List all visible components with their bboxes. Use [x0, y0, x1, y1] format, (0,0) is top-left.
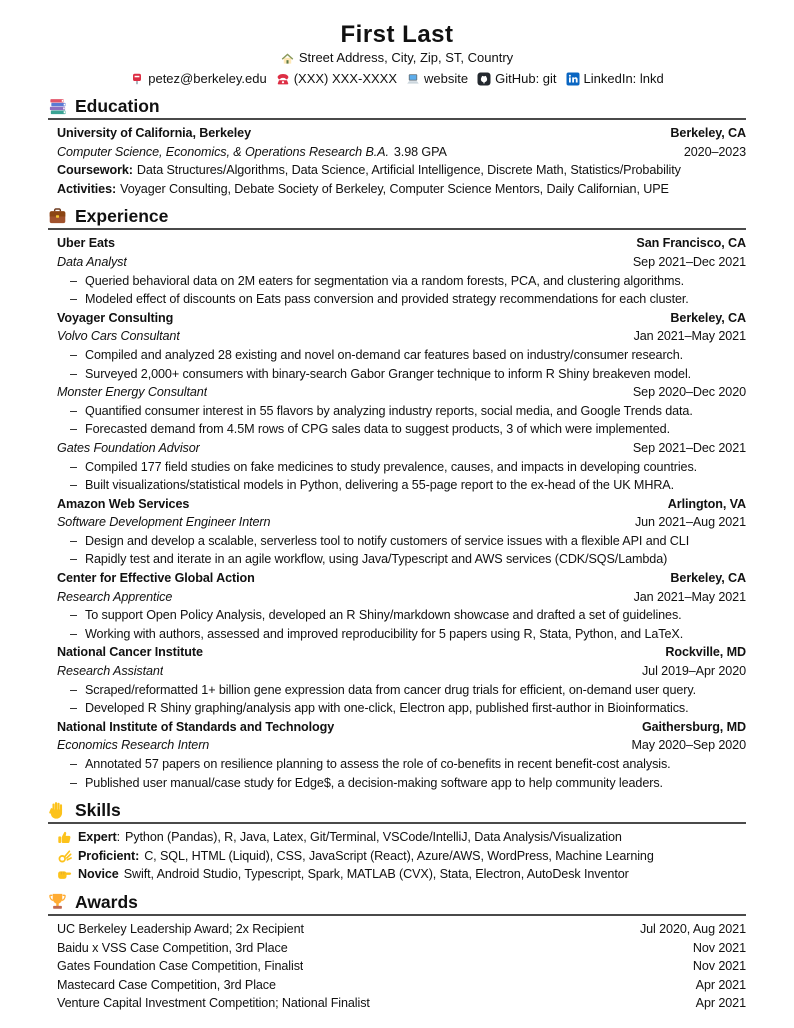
- role-row: [57, 736, 746, 755]
- contact-github[interactable]: [477, 69, 556, 88]
- telephone-icon: [276, 72, 290, 86]
- activities-row: [57, 180, 746, 199]
- company-row: [57, 569, 746, 588]
- bullet-item: – Developed R Shiny graphing/analysis app with one-click, Electron app, published first-author in Bioinformatics.: [57, 699, 746, 718]
- address-line: [48, 49, 746, 67]
- section-header: [48, 205, 746, 227]
- header: [48, 22, 746, 88]
- bullet-item: – Design and develop a scalable, serverless tool to notify customers of service issues with a flexible API and CLI: [57, 532, 746, 551]
- books-icon: [48, 97, 67, 116]
- award-date: Jul 2020, Aug 2021: [639, 921, 746, 936]
- company-row: [57, 643, 746, 662]
- section-title: Skills: [75, 800, 121, 821]
- page-title: First Last: [340, 21, 454, 48]
- company-location: San Francisco, CA: [636, 236, 746, 251]
- award-date: Nov 2021: [692, 940, 746, 955]
- company-name: National Institute of Standards and Technology: [57, 719, 335, 734]
- role-row: [57, 439, 746, 458]
- award-name: Gates Foundation Case Competition, Finalist: [57, 959, 304, 974]
- github-text: GitHub: git: [495, 71, 557, 86]
- github-icon: [477, 72, 491, 86]
- award-name: Venture Capital Investment Competition; National Finalist: [57, 996, 370, 1011]
- role-dates: Jan 2021–May 2021: [633, 329, 746, 344]
- company-location: Gaithersburg, MD: [641, 719, 746, 734]
- company-row: [57, 495, 746, 514]
- contact-website[interactable]: [406, 69, 468, 88]
- coursework-list: Data Structures/Algorithms, Data Science, Artificial Intelligence, Discrete Math, Statistics/Probability: [136, 163, 681, 178]
- coursework-label: Coursework:: [57, 163, 133, 178]
- bullet-item: – Published user manual/case study for Edge$, a decision-making software app to help community leaders.: [57, 774, 746, 793]
- skill-items: C, SQL, HTML (Liquid), CSS, JavaScript (React), Azure/AWS, WordPress, Machine Learning: [144, 848, 654, 863]
- section-header: [48, 95, 746, 117]
- award-date: Nov 2021: [692, 959, 746, 974]
- award-name: UC Berkeley Leadership Award; 2x Recipient: [57, 921, 304, 936]
- skill-level-proficient: [57, 847, 746, 866]
- role-title: Economics Research Intern: [57, 738, 210, 753]
- bullet-item: – Annotated 57 papers on resilience planning to assess the role of co-benefits in recent benefit-cost analysis.: [57, 755, 746, 774]
- section-title: Experience: [75, 206, 169, 227]
- coursework-row: [57, 161, 746, 180]
- bullet-item: – Working with authors, assessed and improved reproducibility for 5 papers using R, Stata, Python, and LaTeX.: [57, 625, 746, 644]
- section-awards: [48, 891, 746, 1013]
- skill-level-expert: [57, 828, 746, 847]
- bullet-item: – Rapidly test and iterate in an agile workflow, using Java/Typescript and AWS services (CDK/SQS/Lambda): [57, 550, 746, 569]
- activities-list: Voyager Consulting, Debate Society of Berkeley, Computer Science Mentors, Daily Californian, UPE: [120, 181, 669, 196]
- mailbox-icon: [130, 72, 144, 86]
- role-row: [57, 662, 746, 681]
- school-name: University of California, Berkeley: [57, 126, 251, 140]
- role-dates: May 2020–Sep 2020: [631, 738, 746, 753]
- section-rule: [48, 822, 746, 824]
- company-name: Center for Effective Global Action: [57, 571, 255, 586]
- skill-level-novice: [57, 865, 746, 884]
- raised-hand-icon: [48, 801, 67, 820]
- award-row: [57, 939, 746, 958]
- role-row: [57, 327, 746, 346]
- role-title: Volvo Cars Consultant: [57, 329, 180, 344]
- role-dates: Jul 2019–Apr 2020: [641, 664, 746, 679]
- experience-entry: [57, 569, 746, 643]
- briefcase-icon: [48, 207, 67, 226]
- activities-label: Activities:: [57, 181, 117, 196]
- section-education: [48, 95, 746, 198]
- bullet-item: – Compiled 177 field studies on fake medicines to study prevalence, causes, and impacts in developing countries.: [57, 458, 746, 477]
- experience-entry: [57, 643, 746, 717]
- company-name: Voyager Consulting: [57, 310, 174, 325]
- section-skills: [48, 799, 746, 884]
- section-title: Awards: [75, 891, 138, 912]
- role-row: [57, 513, 746, 532]
- section-title: Education: [75, 96, 160, 116]
- thumbs-up-icon: [57, 830, 72, 845]
- role-title: Monster Energy Consultant: [57, 385, 208, 400]
- role-dates: Sep 2020–Dec 2020: [632, 385, 746, 400]
- company-row: [57, 309, 746, 328]
- role-title: Research Assistant: [57, 664, 164, 679]
- award-row: [57, 976, 746, 995]
- experience-entry: [57, 718, 746, 792]
- section-header: [48, 799, 746, 821]
- website-text: website: [424, 71, 469, 86]
- bullet-item: – Scraped/reformatted 1+ billion gene expression data from cancer drug trials for efficient, on-demand user query.: [57, 681, 746, 700]
- company-location: Arlington, VA: [667, 496, 746, 511]
- award-date: Apr 2021: [695, 977, 746, 992]
- laptop-icon: [406, 72, 420, 86]
- award-row: [57, 920, 746, 939]
- company-name: Amazon Web Services: [57, 496, 190, 511]
- bullet-item: – To support Open Policy Analysis, developed an R Shiny/markdown showcase and drafted a set of guidelines.: [57, 606, 746, 625]
- phone-text: (XXX) XXX-XXXX: [293, 71, 398, 86]
- contact-email[interactable]: [130, 69, 266, 88]
- contact-phone: [276, 69, 397, 88]
- role-dates: Sep 2021–Dec 2021: [632, 254, 746, 269]
- ok-hand-icon: [57, 849, 72, 864]
- bullet-item: – Quantified consumer interest in 55 flavors by analyzing industry reports, social media, and Google Trends data.: [57, 402, 746, 421]
- experience-entry: [57, 309, 746, 495]
- section-experience: [48, 205, 746, 792]
- role-dates: Sep 2021–Dec 2021: [632, 440, 746, 455]
- section-header: [48, 891, 746, 913]
- role-title: Research Apprentice: [57, 589, 173, 604]
- education-dates: 2020–2023: [683, 144, 746, 159]
- linkedin-text: LinkedIn: lnkd: [583, 71, 664, 86]
- bullet-item: – Queried behavioral data on 2M eaters for segmentation via a random forests, PCA, and clustering algorithms.: [57, 272, 746, 291]
- company-name: National Cancer Institute: [57, 645, 203, 660]
- company-row: [57, 234, 746, 253]
- address-text: Street Address, City, Zip, ST, Country: [298, 50, 514, 65]
- role-dates: Jan 2021–May 2021: [633, 589, 746, 604]
- role-row: [57, 383, 746, 402]
- degree-line: [57, 143, 447, 162]
- experience-entry: [57, 234, 746, 308]
- award-name: Baidu x VSS Case Competition, 3rd Place: [57, 940, 288, 955]
- contact-line: [48, 69, 746, 88]
- bullet-item: – Surveyed 2,000+ consumers with binary-search Gabor Granger technique to inform R Shiny breakeven model.: [57, 365, 746, 384]
- role-dates: Jun 2021–Aug 2021: [634, 515, 746, 530]
- bullet-item: – Modeled effect of discounts on Eats pass conversion and provided strategy recommendations for each cluster.: [57, 290, 746, 309]
- award-row: [57, 994, 746, 1013]
- contact-linkedin[interactable]: [566, 69, 664, 88]
- linkedin-icon: [566, 72, 580, 86]
- education-degree-row: [57, 143, 746, 162]
- section-rule: [48, 228, 746, 230]
- skill-level-label: Expert: [78, 830, 117, 845]
- company-name: Uber Eats: [57, 236, 115, 251]
- experience-entry: [57, 495, 746, 569]
- pointing-right-icon: [57, 867, 72, 882]
- skill-level-label: Proficient:: [78, 848, 140, 863]
- company-location: Berkeley, CA: [670, 571, 746, 586]
- company-location: Rockville, MD: [665, 645, 746, 660]
- company-location: Berkeley, CA: [670, 310, 746, 325]
- house-icon: [281, 52, 294, 65]
- trophy-icon: [48, 892, 67, 911]
- gpa-text: 3.98 GPA: [393, 144, 447, 159]
- role-title: Data Analyst: [57, 254, 127, 269]
- section-rule: [48, 118, 746, 120]
- company-row: [57, 718, 746, 737]
- email-text: petez@berkeley.edu: [148, 71, 267, 86]
- role-title: Software Development Engineer Intern: [57, 515, 271, 530]
- skill-items: Swift, Android Studio, Typescript, Spark, MATLAB (CVX), Stata, Electron, AutoDesk Inventor: [123, 867, 629, 882]
- skill-level-label: Novice: [78, 867, 119, 882]
- school-location: Berkeley, CA: [670, 126, 746, 140]
- skill-items: Python (Pandas), R, Java, Latex, Git/Terminal, VSCode/IntelliJ, Data Analysis/Visualization: [125, 830, 622, 845]
- bullet-item: – Built visualizations/statistical models in Python, delivering a 55-page report to the ex-head of the UK MHRA.: [57, 476, 746, 495]
- role-title: Gates Foundation Advisor: [57, 440, 200, 455]
- award-date: Apr 2021: [695, 996, 746, 1011]
- education-school-row: [57, 124, 746, 143]
- bullet-item: – Compiled and analyzed 28 existing and novel on-demand car features based on industry/consumer research.: [57, 346, 746, 365]
- award-name: Mastecard Case Competition, 3rd Place: [57, 977, 276, 992]
- role-row: [57, 588, 746, 607]
- role-row: [57, 253, 746, 272]
- section-rule: [48, 914, 746, 916]
- degree-name: Computer Science, Economics, & Operations Research B.A.: [57, 144, 389, 159]
- award-row: [57, 957, 746, 976]
- skill-level-colon: :: [116, 830, 121, 845]
- bullet-item: – Forecasted demand from 4.5M rows of CPG sales data to suggest products, 3 of which were implemented.: [57, 420, 746, 439]
